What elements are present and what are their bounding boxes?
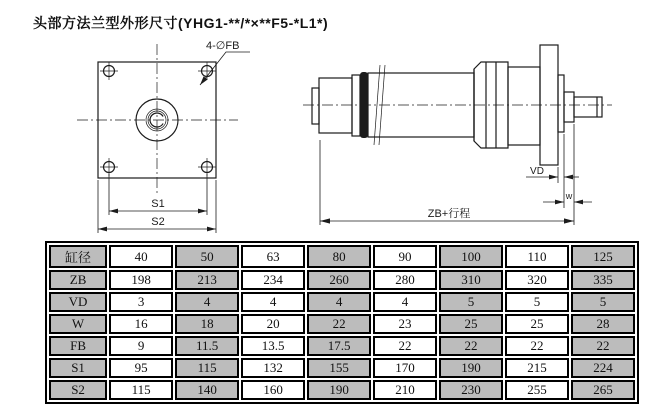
value-cell: 280 bbox=[373, 270, 437, 290]
value-cell: 95 bbox=[109, 358, 173, 378]
value-cell: 63 bbox=[241, 245, 305, 268]
value-cell: 23 bbox=[373, 314, 437, 334]
value-cell: 310 bbox=[439, 270, 503, 290]
dim-vd-label: VD bbox=[530, 166, 544, 177]
seal-band bbox=[360, 72, 368, 138]
dimension-table-wrap bbox=[45, 241, 639, 397]
rear-collar bbox=[352, 75, 360, 136]
bolt-hole-top-left bbox=[100, 62, 118, 80]
value-cell: 215 bbox=[505, 358, 569, 378]
value-cell: 11.5 bbox=[175, 336, 239, 356]
table-row-s2 bbox=[49, 380, 635, 400]
dim-s1-label: S1 bbox=[151, 198, 165, 210]
value-cell: 4 bbox=[175, 292, 239, 312]
head-neck bbox=[508, 67, 540, 145]
bolt-hole-top-right bbox=[198, 62, 216, 80]
value-cell: 4 bbox=[241, 292, 305, 312]
value-cell: 22 bbox=[439, 336, 503, 356]
bolt-hole-bottom-left bbox=[100, 158, 118, 176]
value-cell: 20 bbox=[241, 314, 305, 334]
value-cell: 18 bbox=[175, 314, 239, 334]
value-cell: 50 bbox=[175, 245, 239, 268]
value-cell: 4 bbox=[307, 292, 371, 312]
value-cell: 265 bbox=[571, 380, 635, 400]
value-cell: 155 bbox=[307, 358, 371, 378]
table-row-w bbox=[49, 314, 635, 334]
value-cell: 170 bbox=[373, 358, 437, 378]
value-cell: 140 bbox=[175, 380, 239, 400]
row-label: S2 bbox=[49, 380, 107, 400]
value-cell: 5 bbox=[505, 292, 569, 312]
table-row-bore bbox=[49, 245, 635, 268]
row-label: VD bbox=[49, 292, 107, 312]
value-cell: 110 bbox=[505, 245, 569, 268]
value-cell: 22 bbox=[373, 336, 437, 356]
dim-zb-label: ZB+行程 bbox=[427, 208, 471, 220]
value-cell: 28 bbox=[571, 314, 635, 334]
value-cell: 190 bbox=[439, 358, 503, 378]
page-title: 头部方法兰型外形尺寸(YHG1-**/*×**F5-*L1*) bbox=[33, 15, 329, 31]
value-cell: 115 bbox=[175, 358, 239, 378]
rear-cap bbox=[319, 78, 352, 133]
row-label: S1 bbox=[49, 358, 107, 378]
value-cell: 335 bbox=[571, 270, 635, 290]
value-cell: 160 bbox=[241, 380, 305, 400]
value-cell: 132 bbox=[241, 358, 305, 378]
value-cell: 13.5 bbox=[241, 336, 305, 356]
bolt-hole-leader bbox=[200, 52, 250, 85]
value-cell: 80 bbox=[307, 245, 371, 268]
dimension-table bbox=[45, 241, 639, 404]
value-cell: 22 bbox=[505, 336, 569, 356]
value-cell: 320 bbox=[505, 270, 569, 290]
table-row-zb bbox=[49, 270, 635, 290]
value-cell: 5 bbox=[571, 292, 635, 312]
row-label: W bbox=[49, 314, 107, 334]
table-row-fb bbox=[49, 336, 635, 356]
cylinder-side-view bbox=[303, 45, 612, 225]
value-cell: 16 bbox=[109, 314, 173, 334]
piston-rod bbox=[574, 97, 602, 117]
bolt-hole-label: 4-∅FB bbox=[206, 40, 240, 52]
value-cell: 22 bbox=[571, 336, 635, 356]
value-cell: 3 bbox=[109, 292, 173, 312]
dim-s2-label: S2 bbox=[151, 216, 165, 228]
flange-front-view bbox=[77, 40, 250, 233]
value-cell: 224 bbox=[571, 358, 635, 378]
row-label: 缸径 bbox=[49, 245, 107, 268]
value-cell: 115 bbox=[109, 380, 173, 400]
value-cell: 234 bbox=[241, 270, 305, 290]
value-cell: 100 bbox=[439, 245, 503, 268]
rear-stub bbox=[312, 88, 319, 124]
value-cell: 4 bbox=[373, 292, 437, 312]
value-cell: 9 bbox=[109, 336, 173, 356]
row-label: ZB bbox=[49, 270, 107, 290]
value-cell: 22 bbox=[307, 314, 371, 334]
value-cell: 40 bbox=[109, 245, 173, 268]
value-cell: 230 bbox=[439, 380, 503, 400]
value-cell: 210 bbox=[373, 380, 437, 400]
gland-plate bbox=[558, 75, 564, 132]
value-cell: 17.5 bbox=[307, 336, 371, 356]
value-cell: 25 bbox=[505, 314, 569, 334]
value-cell: 213 bbox=[175, 270, 239, 290]
value-cell: 90 bbox=[373, 245, 437, 268]
table-row-vd bbox=[49, 292, 635, 312]
dim-w-label: w bbox=[565, 191, 573, 201]
row-label: FB bbox=[49, 336, 107, 356]
value-cell: 260 bbox=[307, 270, 371, 290]
bolt-hole-bottom-right bbox=[198, 158, 216, 176]
value-cell: 25 bbox=[439, 314, 503, 334]
value-cell: 198 bbox=[109, 270, 173, 290]
value-cell: 125 bbox=[571, 245, 635, 268]
rod-boss bbox=[564, 92, 574, 122]
value-cell: 5 bbox=[439, 292, 503, 312]
value-cell: 190 bbox=[307, 380, 371, 400]
value-cell: 255 bbox=[505, 380, 569, 400]
table-row-s1 bbox=[49, 358, 635, 378]
